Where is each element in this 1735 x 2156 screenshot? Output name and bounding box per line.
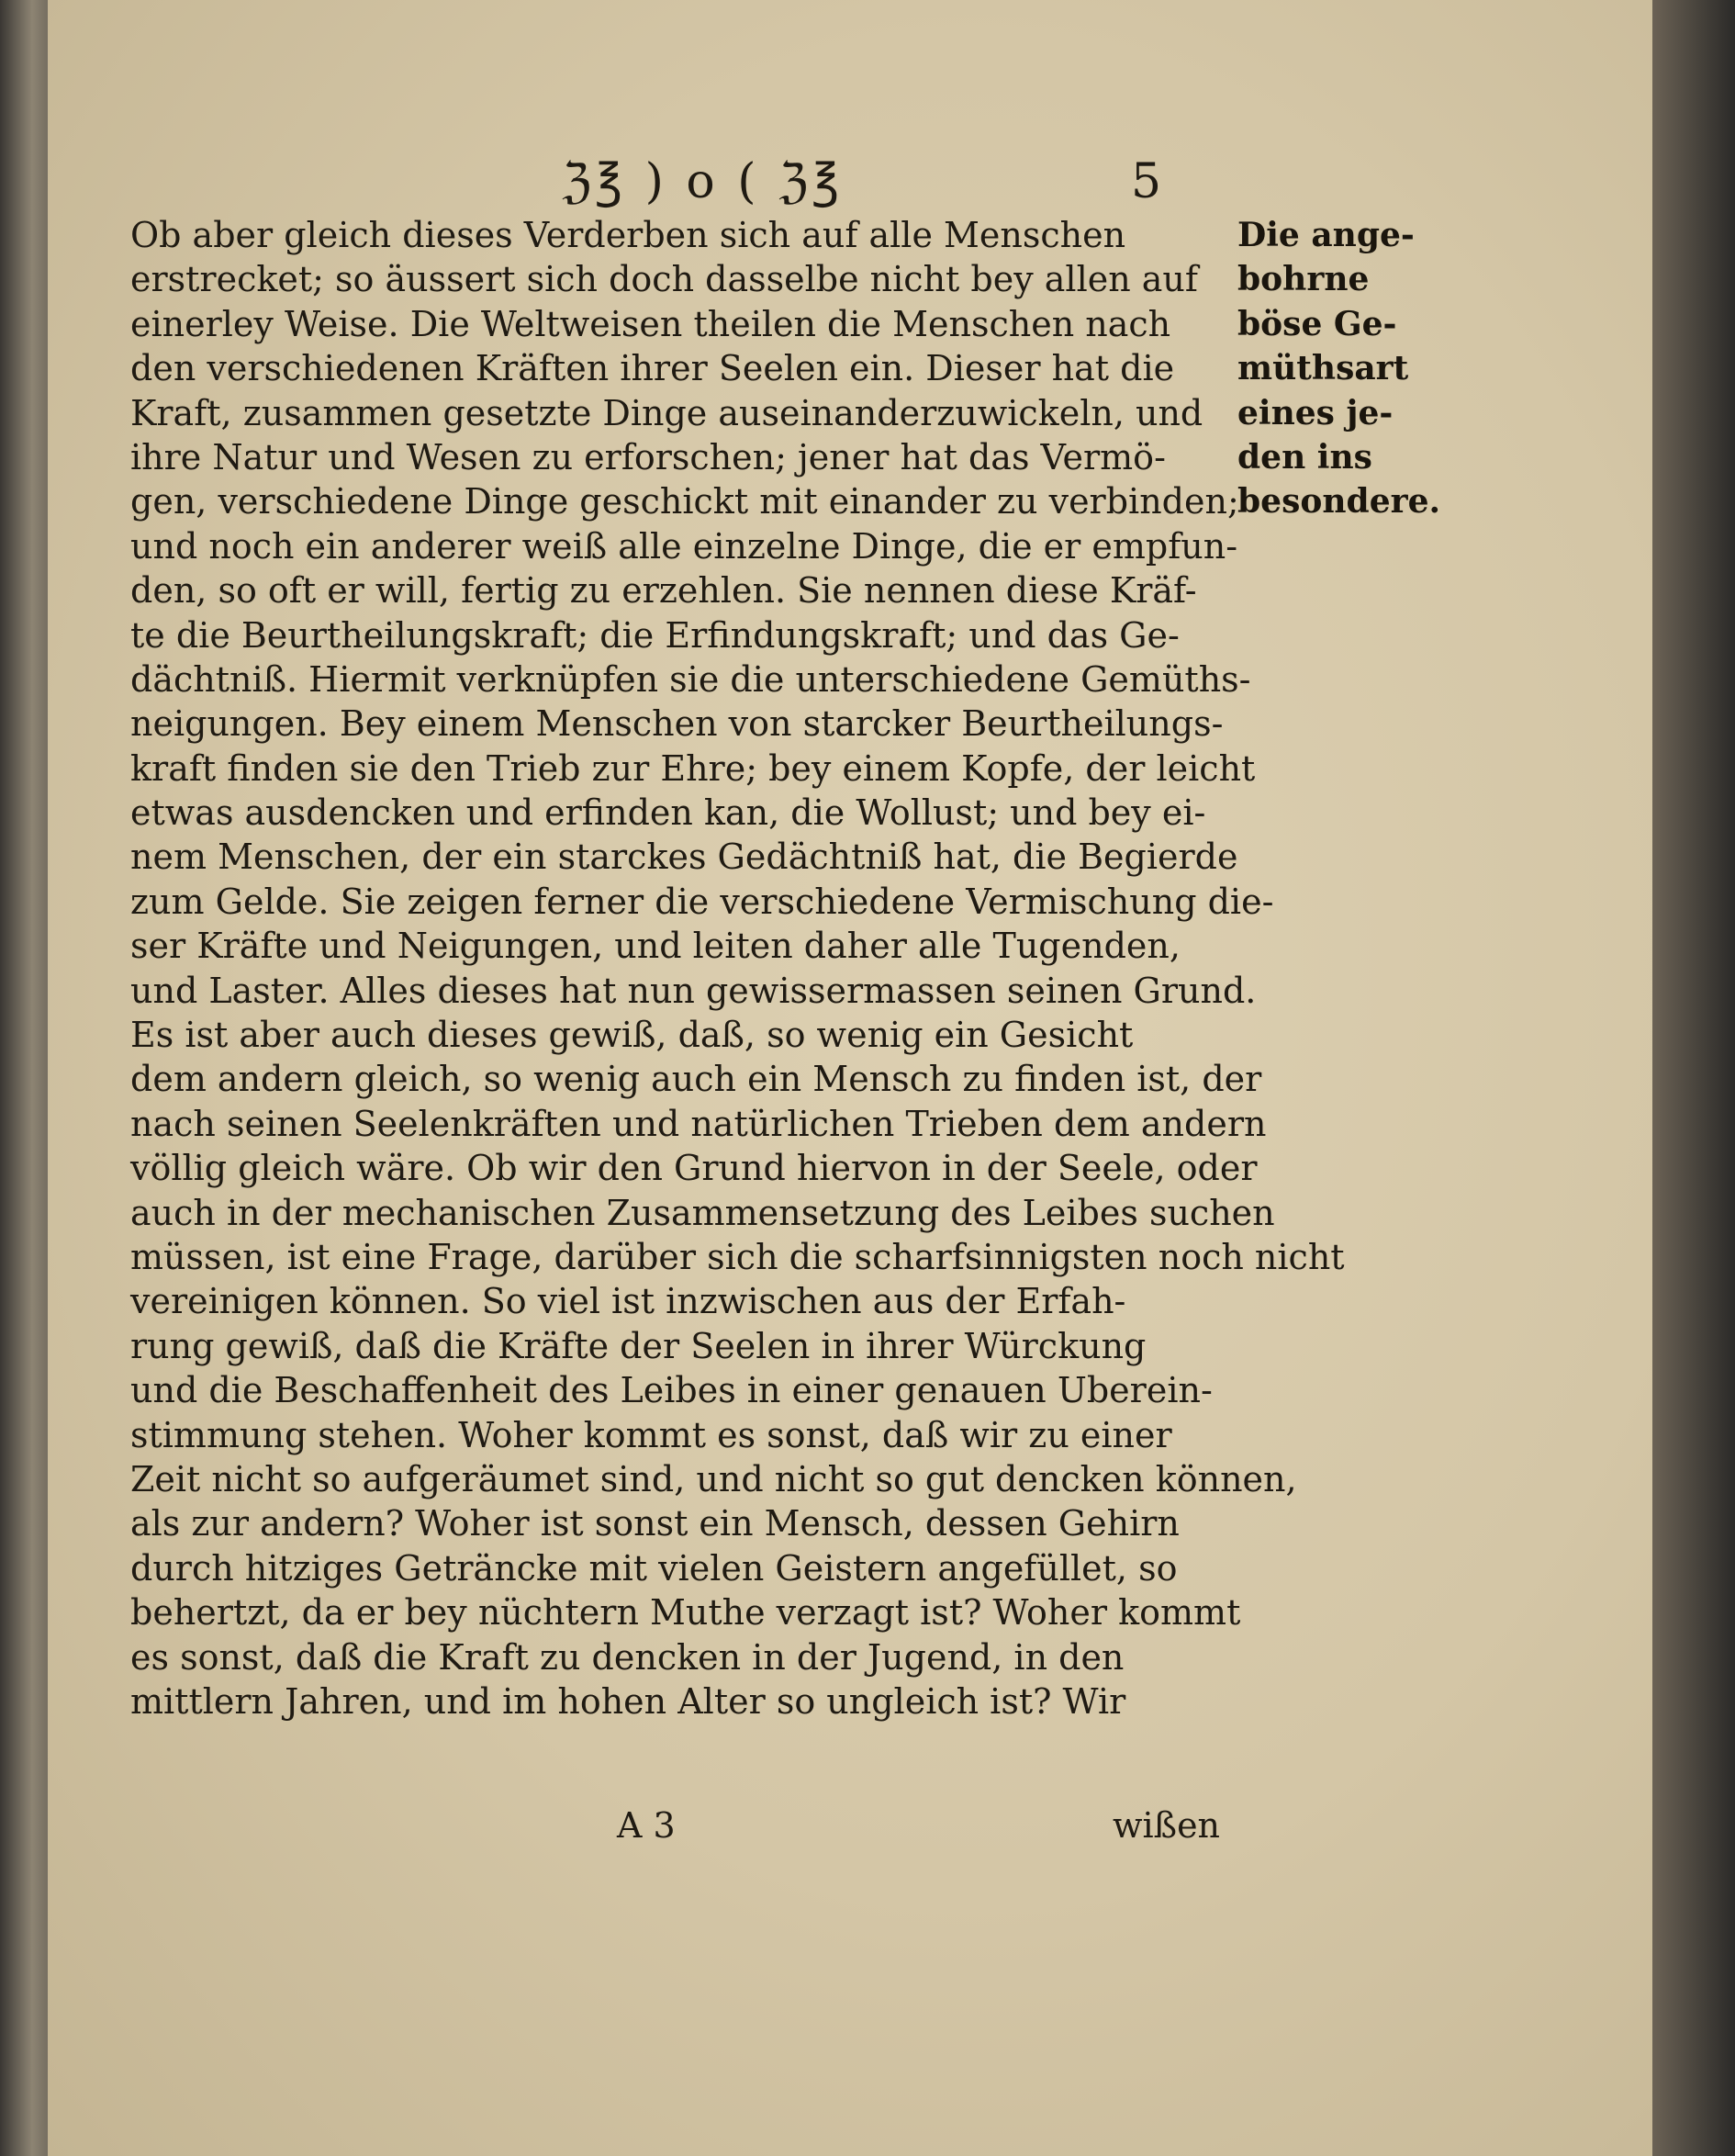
text-line: dächtniß. Hiermit verknüpfen sie die unterschiedene Gemüths- bbox=[130, 658, 1251, 700]
text-line: es sonst, daß die Kraft zu dencken in der Jugend, in den bbox=[130, 1636, 1125, 1678]
text-line: neigungen. Bey einem Menschen von starcker Beurtheilungs- bbox=[130, 703, 1224, 745]
book-page bbox=[48, 0, 1735, 2156]
text-line: rung gewiß, daß die Kräfte der Seelen in ihrer Würckung bbox=[130, 1325, 1147, 1366]
signature-mark: A 3 bbox=[617, 1805, 676, 1846]
text-line: etwas ausdencken und erfinden kan, die Wollust; und bey ei- bbox=[130, 792, 1206, 834]
running-header bbox=[525, 154, 1443, 209]
text-line: den verschiedenen Kräften ihrer Seelen ein. Dieser hat die bbox=[130, 348, 1175, 389]
text-line: dem andern gleich, so wenig auch ein Mensch zu finden ist, der bbox=[130, 1059, 1262, 1100]
text-line: vereinigen können. So viel ist inzwischen aus der Erfah- bbox=[130, 1281, 1126, 1322]
text-line: stimmung stehen. Woher kommt es sonst, daß wir zu einer bbox=[130, 1414, 1172, 1455]
text-line: gen, verschiedene Dinge geschickt mit einander zu verbinden; bbox=[130, 481, 1239, 522]
text-line: und die Beschaffenheit des Leibes in einer genauen Uberein- bbox=[130, 1370, 1213, 1411]
text-line: den, so oft er will, fertig zu erzehlen. Sie nennen diese Kräf- bbox=[130, 570, 1197, 612]
text-line: Es ist aber auch dieses gewiß, daß, so wenig ein Gesicht bbox=[130, 1015, 1134, 1056]
header-ornament: ℨ℥ ) o ( ℨ℥ bbox=[562, 154, 844, 209]
page-footer bbox=[48, 1805, 1333, 1851]
margin-note-line: müthsart bbox=[1237, 349, 1409, 388]
text-line: müssen, ist eine Frage, darüber sich die scharfsinnigsten noch nicht bbox=[130, 1236, 1345, 1277]
margin-note-line: Die ange- bbox=[1237, 216, 1415, 254]
text-line: ser Kräfte und Neigungen, und leiten daher alle Tugenden, bbox=[130, 926, 1181, 967]
text-line: behertzt, da er bey nüchtern Muthe verzagt ist? Woher kommt bbox=[130, 1592, 1241, 1634]
text-line: einerley Weise. Die Weltweisen theilen die Menschen nach bbox=[130, 303, 1171, 344]
text-line: te die Beurtheilungskraft; die Erfindungskraft; und das Ge- bbox=[130, 614, 1180, 656]
text-line: kraft finden sie den Trieb zur Ehre; bey einem Kopfe, der leicht bbox=[130, 747, 1256, 789]
text-line: völlig gleich wäre. Ob wir den Grund hiervon in der Seele, oder bbox=[130, 1148, 1258, 1189]
text-line: und noch ein anderer weiß alle einzelne Dinge, die er empfun- bbox=[130, 525, 1238, 567]
catchword: wißen bbox=[1113, 1805, 1221, 1846]
text-line: nach seinen Seelenkräften und natürlichen Trieben dem andern bbox=[130, 1103, 1267, 1144]
text-line: Zeit nicht so aufgeräumet sind, und nicht so gut dencken können, bbox=[130, 1458, 1297, 1499]
page-edge-shadow bbox=[1652, 0, 1735, 2156]
text-line: zum Gelde. Sie zeigen ferner die verschiedene Vermischung die- bbox=[130, 881, 1274, 922]
text-line: mittlern Jahren, und im hohen Alter so ungleich ist? Wir bbox=[130, 1680, 1126, 1722]
text-line: als zur andern? Woher ist sonst ein Mensch, dessen Gehirn bbox=[130, 1503, 1180, 1544]
text-line: und Laster. Alles dieses hat nun gewissermassen seinen Grund. bbox=[130, 970, 1257, 1011]
margin-note bbox=[1237, 213, 1449, 524]
text-line: nem Menschen, der ein starckes Gedächtniß hat, die Begierde bbox=[130, 837, 1238, 878]
text-line: Ob aber gleich dieses Verderben sich auf alle Menschen bbox=[130, 215, 1126, 255]
margin-note-line: böse Ge- bbox=[1237, 304, 1397, 343]
text-line: durch hitziges Geträncke mit vielen Geistern angefüllet, so bbox=[130, 1547, 1178, 1589]
page-number: 5 bbox=[1131, 154, 1166, 209]
margin-note-line: bohrne bbox=[1237, 260, 1370, 299]
margin-note-line: besondere. bbox=[1237, 482, 1441, 522]
text-line: erstrecket; so äussert sich doch dasselbe nicht bey allen auf bbox=[130, 259, 1198, 300]
text-line: Kraft, zusammen gesetzte Dinge auseinanderzuwickeln, und bbox=[130, 392, 1203, 433]
text-line: auch in der mechanischen Zusammensetzung des Leibes suchen bbox=[130, 1192, 1275, 1233]
margin-note-line: eines je- bbox=[1237, 393, 1394, 432]
margin-note-line: den ins bbox=[1237, 437, 1372, 477]
text-line: ihre Natur und Wesen zu erforschen; jener hat das Vermö- bbox=[130, 436, 1166, 477]
